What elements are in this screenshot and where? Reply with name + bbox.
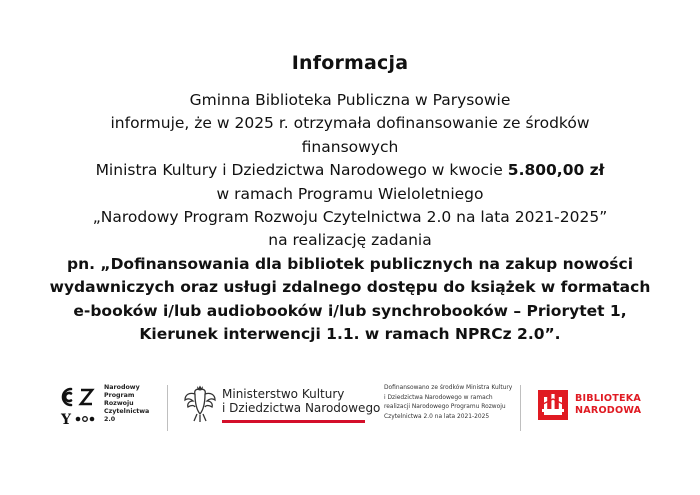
nprcz-logo-icon — [60, 385, 98, 427]
body-line: „Narodowy Program Rozwoju Czytelnictwa 2.0 na lata 2021-2025” — [92, 208, 608, 227]
page-title: Informacja — [291, 52, 409, 74]
amount-line — [20, 159, 680, 182]
ministry-red-bar — [222, 420, 365, 423]
national-library-logo-text: BIBLIOTEKA NARODOWA — [575, 393, 642, 416]
funding-amount: 5.800,00 zł — [507, 161, 605, 180]
ministry-logo-text: Ministerstwo Kultury i Dziedzictwa Narodowego — [222, 387, 381, 415]
task-line: pn. „Dofinansowania dla bibliotek publicznych na zakup nowości — [66, 254, 634, 273]
body-line: finansowych — [301, 137, 399, 156]
nprcz-logo-text: Narodowy Program Rozwoju Czytelnictwa 2.0 — [104, 384, 150, 424]
svg-text:Y: Y — [61, 412, 71, 427]
body-line: informuje, że w 2025 r. otrzymała dofinansowanie ze środków — [110, 114, 590, 133]
amount-prefix: Ministra Kultury i Dziedzictwa Narodowego w kwocie — [95, 161, 508, 180]
sponsor-logos — [0, 379, 700, 439]
body-line: na realizację zadania — [268, 231, 432, 250]
task-line: e-booków i/lub audiobooków i/lub synchrobooków – Priorytet 1, — [73, 301, 627, 320]
logo-divider — [167, 385, 168, 431]
funding-note: Dofinansowano ze środków Ministra Kultury i Dziedzictwa Narodowego w ramach realizacji Narodowego Programu Rozwoju Czytelnictwa 2.0 na lata 2021-2025 — [384, 385, 513, 420]
task-line: Kierunek interwencji 1.1. w ramach NPRCz 2.0”. — [139, 325, 561, 344]
notice-body — [20, 89, 680, 346]
eagle-emblem-icon — [182, 383, 218, 425]
national-library-logo-icon — [538, 390, 568, 420]
task-line: wydawniczych oraz usługi zdalnego dostępu do książek w formatach — [49, 278, 651, 297]
logo-divider — [520, 385, 521, 431]
body-line: Gminna Biblioteka Publiczna w Parysowie — [189, 91, 511, 109]
body-line: w ramach Programu Wieloletniego — [216, 184, 484, 203]
task-description — [20, 253, 680, 347]
